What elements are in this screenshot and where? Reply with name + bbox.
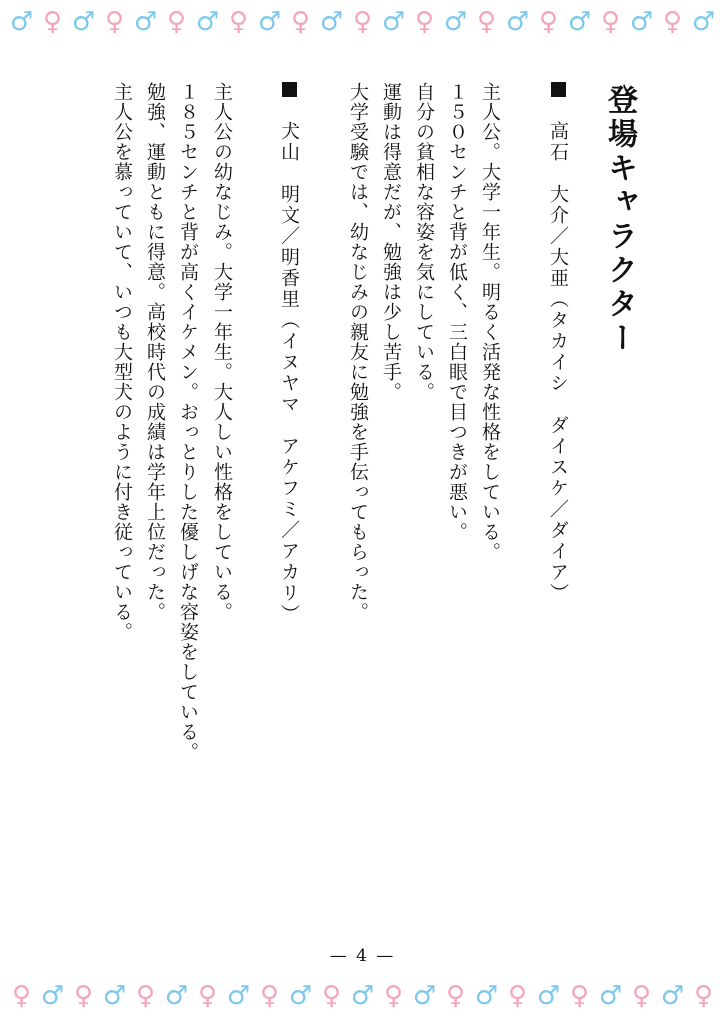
male-symbol-icon: ♂ (536, 981, 561, 1011)
character-description-line: 主人公。大学一年生。明るく活発な性格をしている。 (479, 82, 501, 562)
male-symbol-icon: ♂ (195, 7, 220, 37)
male-symbol-icon: ♂ (691, 7, 716, 37)
character-description-line: 自分の貧相な容姿を気にしている。 (413, 82, 435, 402)
female-symbol-icon: ♀ (166, 7, 187, 37)
male-symbol-icon: ♂ (474, 981, 499, 1011)
female-symbol-icon: ♀ (662, 7, 683, 37)
female-symbol-icon: ♀ (73, 981, 94, 1011)
female-symbol-icon: ♀ (538, 7, 559, 37)
female-symbol-icon: ♀ (631, 981, 652, 1011)
male-symbol-icon: ♂ (381, 7, 406, 37)
male-symbol-icon: ♂ (133, 7, 158, 37)
male-symbol-icon: ♂ (71, 7, 96, 37)
character-description-line: 運動は得意だが、勉強は少し苦手。 (380, 82, 402, 402)
male-symbol-icon: ♂ (40, 981, 65, 1011)
female-symbol-icon: ♀ (383, 981, 404, 1011)
female-symbol-icon: ♀ (42, 7, 63, 37)
female-symbol-icon: ♀ (259, 981, 280, 1011)
character-description-line: 主人公を慕っていて、いつも大型犬のように付き従っている。 (111, 82, 133, 642)
male-symbol-icon: ♂ (350, 981, 375, 1011)
male-symbol-icon: ♂ (288, 981, 313, 1011)
female-symbol-icon: ♀ (445, 981, 466, 1011)
male-symbol-icon: ♂ (629, 7, 654, 37)
square-bullet-icon (551, 82, 566, 97)
character-description-line: 勉強、運動ともに得意。高校時代の成績は学年上位だった。 (144, 82, 166, 622)
male-symbol-icon: ♂ (505, 7, 530, 37)
character-name: 犬山 明文／明香里（イヌヤマ アケフミ／アカリ） (278, 121, 300, 625)
character-name: 高石 大介／大亜（タカイシ ダイスケ／ダイア） (547, 121, 569, 604)
male-symbol-icon: ♂ (319, 7, 344, 37)
female-symbol-icon: ♀ (476, 7, 497, 37)
male-symbol-icon: ♂ (443, 7, 468, 37)
female-symbol-icon: ♀ (414, 7, 435, 37)
character-description-line: 主人公の幼なじみ。大学一年生。大人しい性格をしている。 (211, 82, 233, 622)
character-description-line: １５０センチと背が低く、三白眼で目つきが悪い。 (446, 82, 468, 542)
female-symbol-icon: ♀ (290, 7, 311, 37)
character-description-line: 大学受験では、幼なじみの親友に勉強を手伝ってもらった。 (347, 82, 369, 622)
female-symbol-icon: ♀ (600, 7, 621, 37)
male-symbol-icon: ♂ (257, 7, 282, 37)
female-symbol-icon: ♀ (11, 981, 32, 1011)
character-heading-inuyama (279, 82, 298, 625)
top-gender-symbol-border (0, 2, 725, 42)
female-symbol-icon: ♀ (321, 981, 342, 1011)
female-symbol-icon: ♀ (135, 981, 156, 1011)
male-symbol-icon: ♂ (660, 981, 685, 1011)
male-symbol-icon: ♂ (412, 981, 437, 1011)
male-symbol-icon: ♂ (102, 981, 127, 1011)
male-symbol-icon: ♂ (598, 981, 623, 1011)
female-symbol-icon: ♀ (352, 7, 373, 37)
page-number: — 4 — (329, 946, 396, 966)
male-symbol-icon: ♂ (164, 981, 189, 1011)
male-symbol-icon: ♂ (567, 7, 592, 37)
female-symbol-icon: ♀ (693, 981, 714, 1011)
female-symbol-icon: ♀ (197, 981, 218, 1011)
male-symbol-icon: ♂ (226, 981, 251, 1011)
female-symbol-icon: ♀ (507, 981, 528, 1011)
female-symbol-icon: ♀ (104, 7, 125, 37)
female-symbol-icon: ♀ (228, 7, 249, 37)
character-heading-takaishi (548, 82, 567, 604)
bottom-gender-symbol-border (0, 976, 725, 1016)
square-bullet-icon (282, 82, 297, 97)
male-symbol-icon: ♂ (9, 7, 34, 37)
page-title: 登場キャラクター (602, 84, 637, 356)
character-description-line: １８５センチと背が高くイケメン。おっとりした優しげな容姿をしている。 (177, 82, 199, 762)
female-symbol-icon: ♀ (569, 981, 590, 1011)
